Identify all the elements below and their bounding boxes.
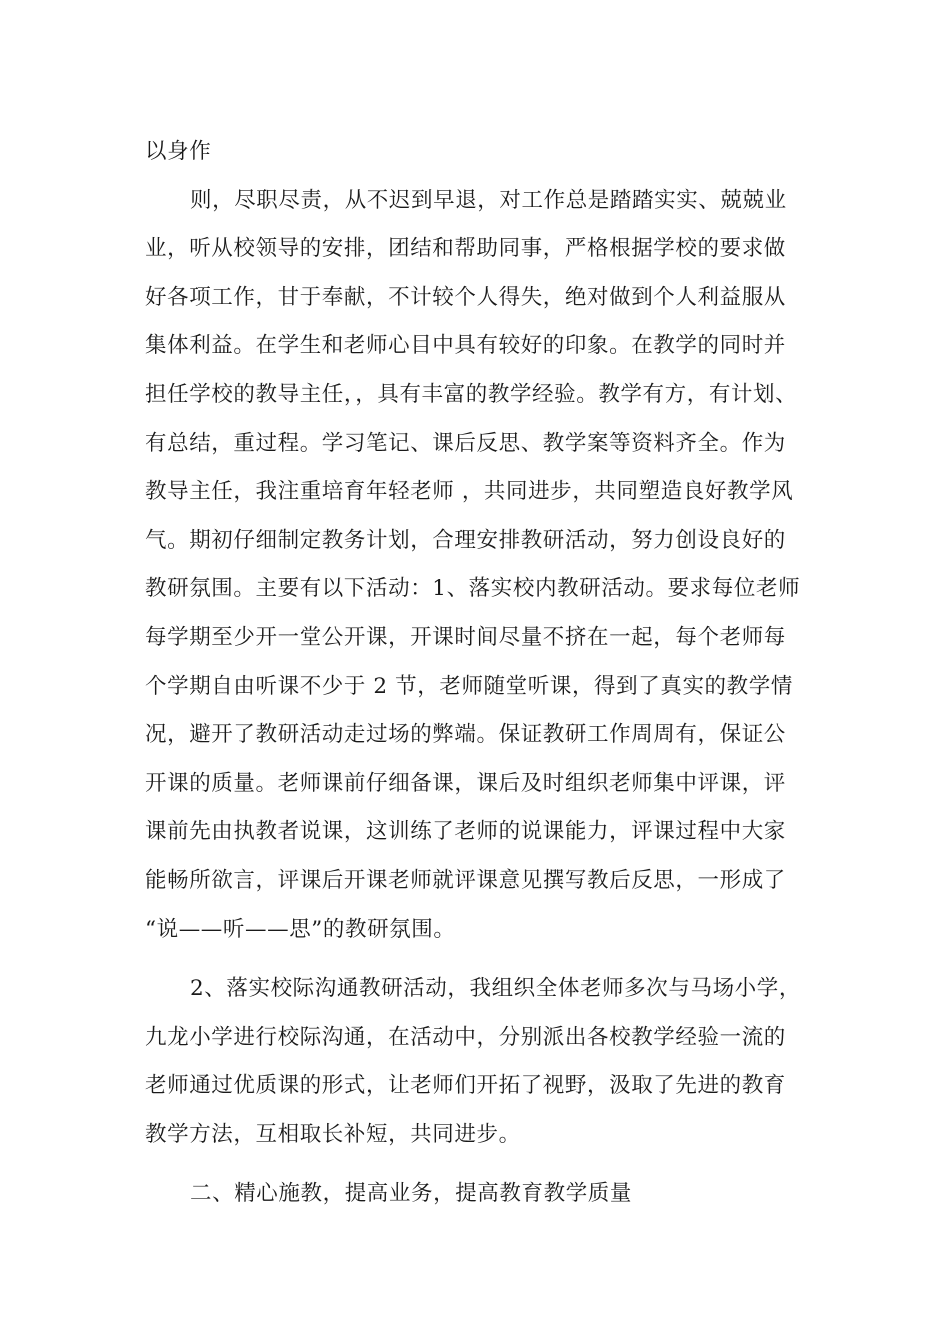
text-line: 则，尽职尽责，从不迟到早退，对工作总是踏踏实实、兢兢业 — [190, 187, 787, 213]
text-line: 每学期至少开一堂公开课，开课时间尽量不挤在一起，每个老师每 — [145, 624, 786, 650]
paragraph-inter-school-exchange — [145, 973, 825, 1167]
text-line: 况，避开了教研活动走过场的弊端。保证教研工作周周有，保证公 — [145, 722, 786, 748]
section-heading-text: 二、精心施教，提高业务，提高教育教学质量 — [190, 1181, 633, 1207]
paragraph-intro — [145, 136, 825, 185]
text-line: 业，听从校领导的安排，团结和帮助同事，严格根据学校的要求做 — [145, 236, 786, 262]
paragraph-teaching-duties — [145, 185, 825, 963]
text-line: 担任学校的教导主任，，具有丰富的教学经验。教学有方，有计划、 — [145, 381, 798, 407]
text-line: 课前先由执教者说课，这训练了老师的说课能力，评课过程中大家 — [145, 819, 786, 845]
text-line: 个学期自由听课不少于 2 节，老师随堂听课，得到了真实的教学情 — [145, 673, 793, 699]
paragraph-gap — [145, 962, 825, 973]
paragraph-gap — [145, 1167, 825, 1178]
text-line: 能畅所欲言，评课后开课老师就评课意见撰写教后反思，一形成了 — [145, 867, 786, 893]
text-line: 气。期初仔细制定教务计划，合理安排教研活动，努力创设良好的 — [145, 527, 786, 553]
text-line: 老师通过优质课的形式，让老师们开拓了视野，汲取了先进的教育 — [145, 1073, 786, 1099]
text-line: 有总结，重过程。学习笔记、课后反思、教学案等资料齐全。作为 — [145, 430, 786, 456]
text-line: 2、落实校际沟通教研活动，我组织全体老师多次与马场小学， — [190, 976, 801, 1002]
text-line: 教研氛围。主要有以下活动：1、落实校内教研活动。要求每位老师 — [145, 576, 801, 602]
text-line: 好各项工作，甘于奉献，不计较个人得失，绝对做到个人利益服从 — [145, 284, 786, 310]
text-line: 开课的质量。老师课前仔细备课，课后及时组织老师集中评课，评 — [145, 770, 786, 796]
section-heading — [145, 1178, 825, 1227]
text-line: 九龙小学进行校际沟通，在活动中，分别派出各校教学经验一流的 — [145, 1024, 786, 1050]
text-line: 教导主任，我注重培育年轻老师 ，共同进步，共同塑造良好教学风 — [145, 479, 794, 505]
text-line: 教学方法，互相取长补短，共同进步。 — [145, 1121, 521, 1147]
text-line: 以身作 — [145, 139, 212, 164]
text-line: “说——听——思”的教研氛围。 — [145, 916, 456, 942]
text-line: 集体利益。在学生和老师心目中具有较好的印象。在教学的同时并 — [145, 333, 786, 359]
document-body — [145, 136, 825, 1227]
